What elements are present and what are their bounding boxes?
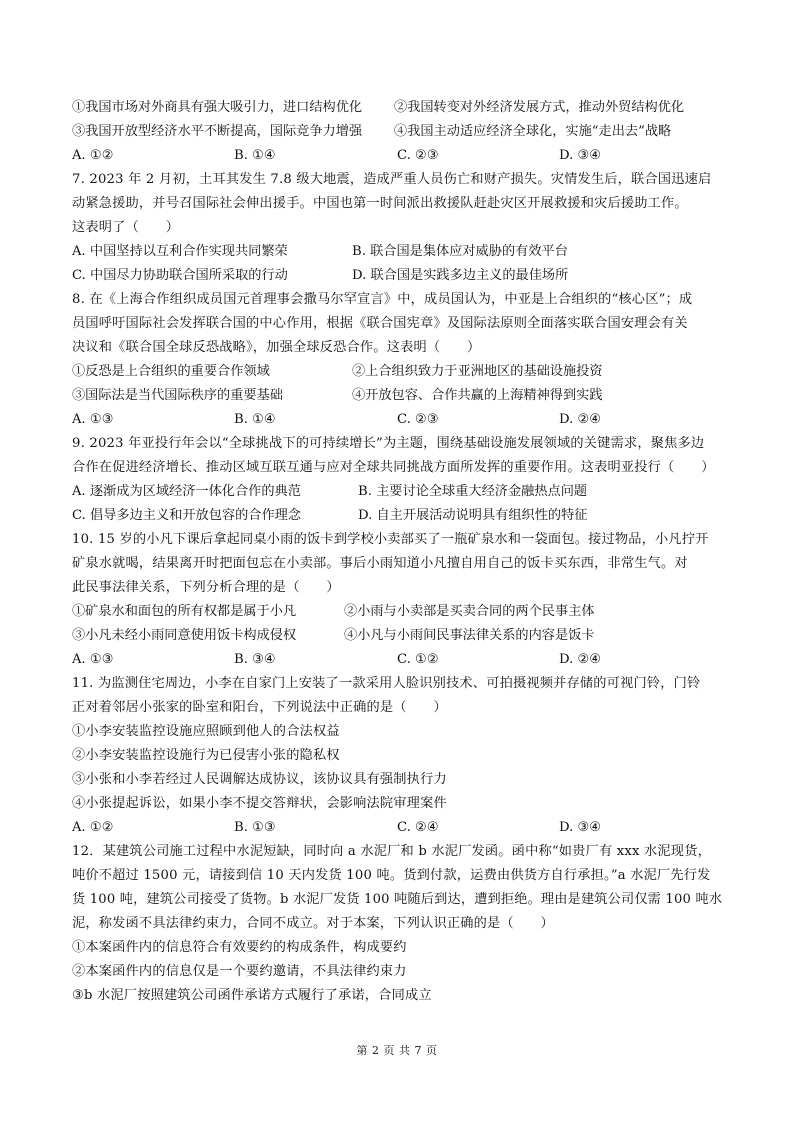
- q12-option-2: ②本案函件内的信息仅是一个要约邀请，不具法律约束力: [72, 964, 407, 979]
- q8-choice-a: A. ①③: [72, 412, 114, 427]
- q8-option-3: ③国际法是当代国际秩序的重要基础: [72, 388, 283, 403]
- q11-option-2: ②小李安装监控设施行为已侵害小张的隐私权: [72, 748, 340, 763]
- q11-stem-line-2: 正对着邻居小张家的卧室和阳台，下列说法中正确的是（ ）: [72, 700, 447, 715]
- q11-stem-line-1: 11. 为监测住宅周边，小李在自家门上安装了一款采用人脸识别技术、可拍摄视频并存储的可视门铃，门铃: [72, 676, 701, 691]
- q10-choice-a: A. ①③: [72, 652, 114, 667]
- q7-choice-a: A. 中国坚持以互利合作实现共同繁荣: [72, 244, 288, 259]
- q11-choice-b: B. ①③: [234, 820, 276, 835]
- q11-choice-c: C. ②④: [397, 820, 439, 835]
- q10-stem-line-2: 矿泉水就喝，结果离开时把面包忘在小卖部。事后小雨知道小凡擅自用自己的饭卡买东西，非常生气。对: [72, 556, 688, 571]
- q6-option-1: ①我国市场对外商具有强大吸引力，进口结构优化: [72, 100, 363, 115]
- q6-choice-a: A. ①②: [72, 148, 114, 163]
- q7-stem-line-2: 动紧急援助，并号召国际社会伸出援手。中国也第一时间派出救援队赶赴灾区开展救援和灾后援助工作。: [72, 196, 688, 211]
- q8-choice-b: B. ①④: [234, 412, 276, 427]
- q9-stem-line-2: 合作在促进经济增长、推动区域互联互通与应对全球共同挑战方面所发挥的重要作用。这表明亚投行（ ）: [72, 460, 715, 475]
- q9-choice-b: B. 主要讨论全球重大经济金融热点问题: [358, 484, 588, 499]
- q12-stem-line-4: 泥，称发函不具法律约束力，合同不成立。对于本案，下列认识正确的是（ ）: [72, 916, 554, 931]
- q7-choice-d: D. 联合国是实践多边主义的最佳场所: [352, 268, 569, 283]
- q12-stem-line-2: 吨价不超过 1500 元，请接到信 10 天内发货 100 吨。货到付款，运费由供货方自行承担。”a 水泥厂先行发: [72, 868, 711, 883]
- q11-choice-a: A. ①②: [72, 820, 114, 835]
- q11-option-3: ③小张和小李若经过人民调解达成协议，该协议具有强制执行力: [72, 772, 447, 787]
- q10-stem-line-3: 此民事法律关系，下列分析合理的是（ ）: [72, 580, 340, 595]
- q7-stem-line-1: 7. 2023 年 2 月初，土耳其发生 7.8 级大地震，造成严重人员伤亡和财产损失。灾情发生后，联合国迅速启: [72, 172, 712, 187]
- q9-choice-c: C. 倡导多边主义和开放包容的合作理念: [72, 508, 302, 523]
- q8-choice-d: D. ②④: [559, 412, 602, 427]
- q6-option-3: ③我国开放型经济水平不断提高，国际竞争力增强: [72, 124, 363, 139]
- q8-choice-c: C. ②③: [397, 412, 439, 427]
- q8-option-4: ④开放包容、合作共赢的上海精神得到实践: [352, 388, 603, 403]
- q10-option-3: ③小凡未经小雨同意使用饭卡构成侵权: [72, 628, 297, 643]
- q9-stem-line-1: 9. 2023 年亚投行年会以“全球挑战下的可持续增长”为主题，围绕基础设施发展领域的关键需求，聚焦多边: [72, 436, 705, 451]
- q8-stem-line-3: 决议和《联合国全球反恐战略》，加强全球反恐合作。这表明（ ）: [72, 340, 481, 355]
- q10-choice-b: B. ③④: [234, 652, 276, 667]
- q12-option-1: ①本案函件内的信息符合有效要约的构成条件，构成要约: [72, 940, 407, 955]
- q6-choice-b: B. ①④: [234, 148, 276, 163]
- q12-stem-line-1: 12．某建筑公司施工过程中水泥短缺，同时向 a 水泥厂和 b 水泥厂发函。函中称“如贵厂有 xxx 水泥现货，: [72, 844, 711, 859]
- q12-stem-line-3: 货 100 吨，建筑公司接受了货物。b 水泥厂发货 100 吨随后到达，遭到拒绝。理由是建筑公司仅需 100 吨水: [72, 892, 723, 907]
- q11-option-1: ①小李安装监控设施应照顾到他人的合法权益: [72, 724, 340, 739]
- q8-option-1: ①反恐是上合组织的重要合作领域: [72, 364, 270, 379]
- page-number-footer: 第 2 页 共 7 页: [356, 1044, 438, 1057]
- q6-option-2: ②我国转变对外经济发展方式，推动外贸结构优化: [394, 100, 685, 115]
- q7-choice-b: B. 联合国是集体应对威胁的有效平台: [352, 244, 568, 259]
- q11-option-4: ④小张提起诉讼，如果小李不提交答辩状，会影响法院审理案件: [72, 796, 447, 811]
- q6-choice-c: C. ②③: [397, 148, 439, 163]
- q10-choice-c: C. ①②: [397, 652, 439, 667]
- q8-stem-line-2: 员国呼吁国际社会发挥联合国的中心作用，根据《联合国宪章》及国际法原则全面落实联合国安理会有关: [72, 316, 688, 331]
- q10-option-4: ④小凡与小雨间民事法律关系的内容是饭卡: [344, 628, 595, 643]
- q8-option-2: ②上合组织致力于亚洲地区的基础设施投资: [352, 364, 603, 379]
- q9-choice-a: A. 逐渐成为区域经济一体化合作的典范: [72, 484, 301, 499]
- q6-option-4: ④我国主动适应经济全球化，实施“走出去”战略: [394, 124, 672, 139]
- q10-stem-line-1: 10. 15 岁的小凡下课后拿起同桌小雨的饭卡到学校小卖部买了一瓶矿泉水和一袋面包。接过物品，小凡拧开: [72, 532, 709, 547]
- q9-choice-d: D. 自主开展活动说明具有组织性的特征: [358, 508, 588, 523]
- q8-stem-line-1: 8. 在《上海合作组织成员国元首理事会撒马尔罕宣言》中，成员国认为，中亚是上合组织的“核心区”；成: [72, 292, 693, 307]
- q7-choice-c: C. 中国尽力协助联合国所采取的行动: [72, 268, 288, 283]
- q10-option-2: ②小雨与小卖部是买卖合同的两个民事主体: [344, 604, 595, 619]
- q7-stem-line-3: 这表明了（ ）: [72, 220, 180, 235]
- q10-choice-d: D. ②④: [559, 652, 602, 667]
- q12-option-3: ③b 水泥厂按照建筑公司函件承诺方式履行了承诺，合同成立: [72, 988, 432, 1003]
- q6-choice-d: D. ③④: [559, 148, 602, 163]
- q10-option-1: ①矿泉水和面包的所有权都是属于小凡: [72, 604, 297, 619]
- q11-choice-d: D. ③④: [559, 820, 602, 835]
